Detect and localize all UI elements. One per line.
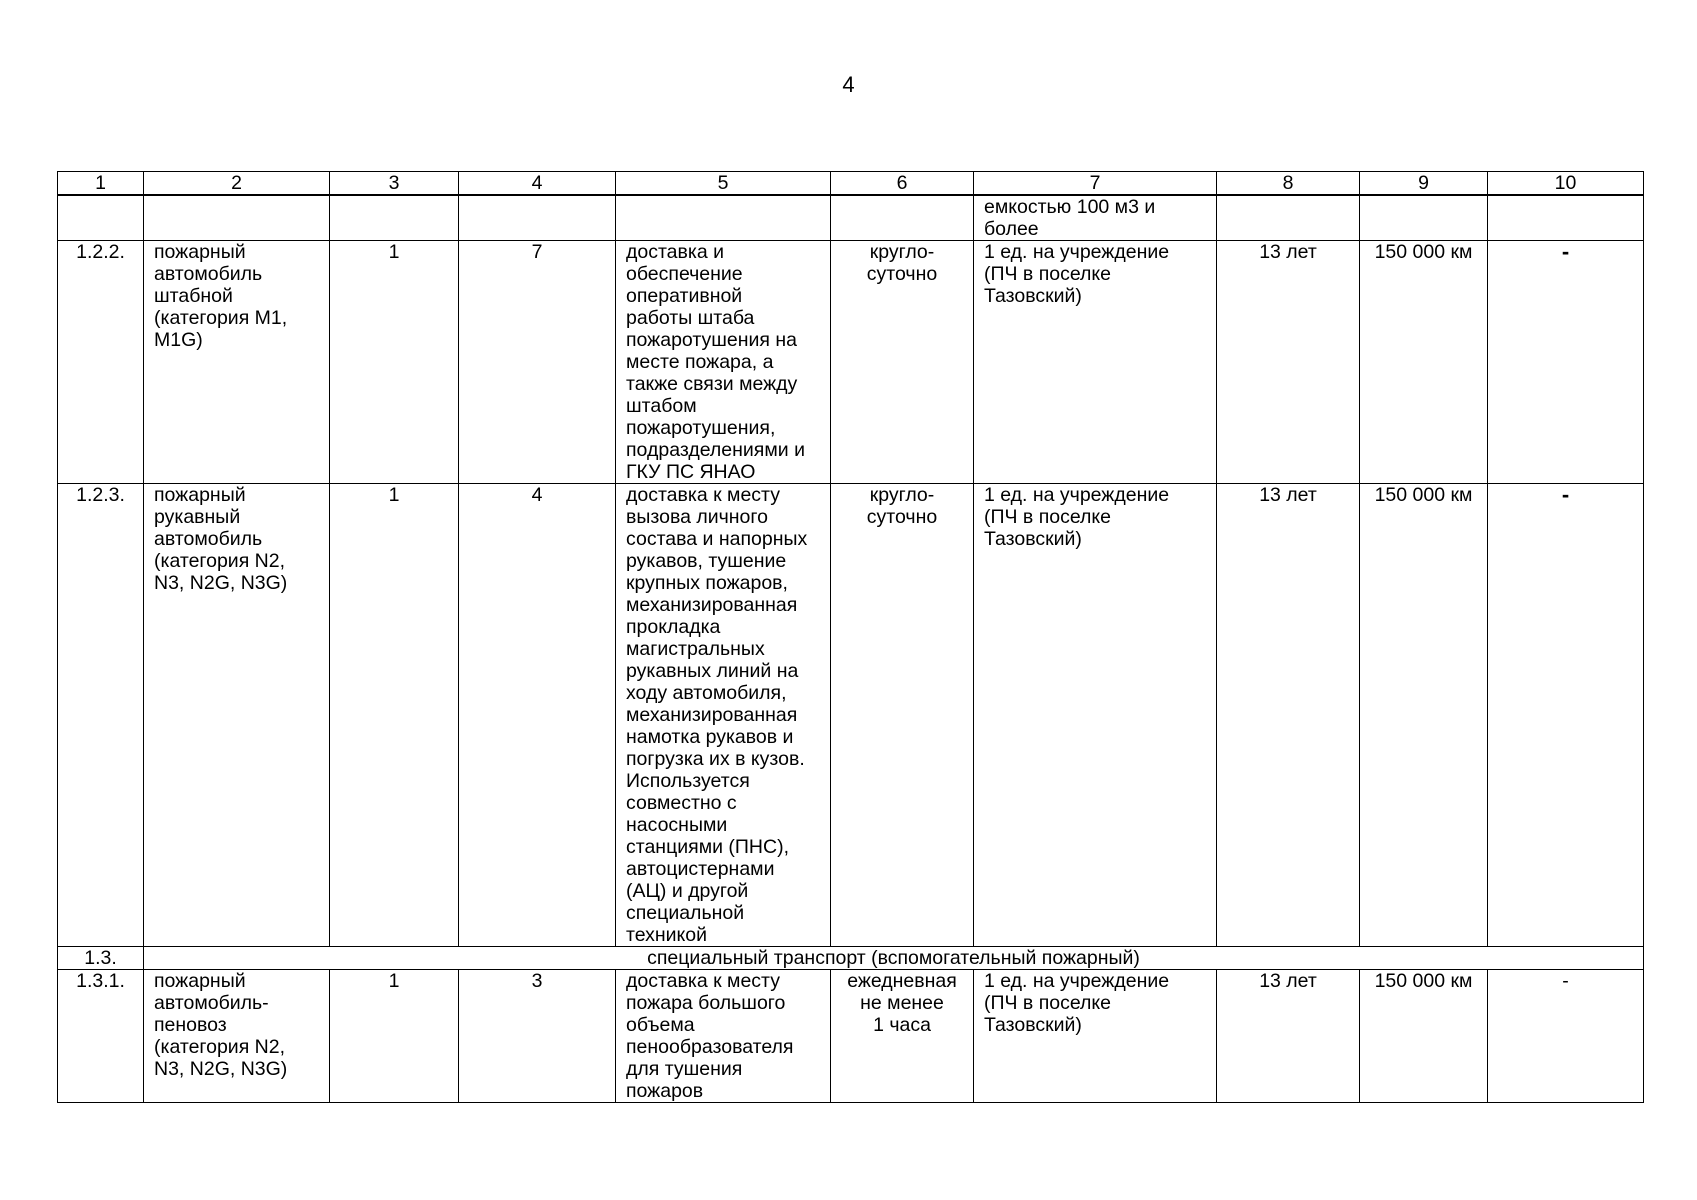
vehicle-name-cell: пожарный рукавный автомобиль (категория N2, N3, N2G, N3G) (144, 484, 330, 947)
header-cell: 8 (1217, 172, 1360, 196)
purpose-cell: доставка к месту пожара большого объема пенообразователя для тушения пожаров (616, 970, 831, 1103)
header-row (58, 172, 1644, 196)
table-cell (144, 195, 330, 241)
continuation-row (58, 195, 1644, 241)
header-cell: 2 (144, 172, 330, 196)
term-cell: 13 лет (1217, 484, 1360, 947)
table-cell (459, 195, 616, 241)
table-cell (831, 195, 974, 241)
column-10-cell: - (1488, 241, 1644, 484)
table-row (58, 241, 1644, 484)
header-cell: 6 (831, 172, 974, 196)
row-number-cell: 1.3.1. (58, 970, 144, 1103)
page-number: 4 (842, 72, 855, 97)
table-cell (1360, 195, 1488, 241)
mode-cell: ежедневная не менее 1 часа (831, 970, 974, 1103)
vehicle-name-cell: пожарный автомобиль- пеновоз (категория N2, N3, N2G, N3G) (144, 970, 330, 1103)
vehicle-table (57, 171, 1644, 1103)
purpose-cell: доставка и обеспечение оперативной работы штаба пожаротушения на месте пожара, а также связи между штабом пожаротушения, подразделениями и ГКУ ПС ЯНАО (616, 241, 831, 484)
quantity-cell: 1 (330, 484, 459, 947)
table-cell (1488, 195, 1644, 241)
norm-cell: 1 ед. на учреждение (ПЧ в поселке Тазовский) (974, 970, 1217, 1103)
column-4-cell: 4 (459, 484, 616, 947)
table-cell (616, 195, 831, 241)
column-4-cell: 7 (459, 241, 616, 484)
norm-cell: 1 ед. на учреждение (ПЧ в поселке Тазовский) (974, 484, 1217, 947)
norm-cell: 1 ед. на учреждение (ПЧ в поселке Тазовский) (974, 241, 1217, 484)
header-cell: 3 (330, 172, 459, 196)
term-cell: 13 лет (1217, 241, 1360, 484)
mileage-cell: 150 000 км (1360, 241, 1488, 484)
column-10-cell: - (1488, 970, 1644, 1103)
mode-cell: кругло- суточно (831, 484, 974, 947)
row-number-cell: 1.2.2. (58, 241, 144, 484)
mode-cell: кругло- суточно (831, 241, 974, 484)
mileage-cell: 150 000 км (1360, 970, 1488, 1103)
table-cell (330, 195, 459, 241)
purpose-cell: доставка к месту вызова личного состава и напорных рукавов, тушение крупных пожаров, механизированная прокладка магистральных рукавных линий на ходу автомобиля, механизированная намотка рукавов и погрузка их в кузов. Используется совместно с насосными станциями (ПНС), автоцистернами (АЦ) и другой специальной техникой (616, 484, 831, 947)
table-cell (1217, 195, 1360, 241)
header-cell: 4 (459, 172, 616, 196)
quantity-cell: 1 (330, 970, 459, 1103)
header-cell: 7 (974, 172, 1217, 196)
header-cell: 9 (1360, 172, 1488, 196)
section-title-cell: специальный транспорт (вспомогательный пожарный) (144, 947, 1644, 970)
term-cell: 13 лет (1217, 970, 1360, 1103)
header-cell: 5 (616, 172, 831, 196)
section-row (58, 947, 1644, 970)
column-4-cell: 3 (459, 970, 616, 1103)
header-cell: 1 (58, 172, 144, 196)
table-row (58, 484, 1644, 947)
header-cell: 10 (1488, 172, 1644, 196)
table-row (58, 970, 1644, 1103)
mileage-cell: 150 000 км (1360, 484, 1488, 947)
norm-cell: емкостью 100 м3 и более (974, 195, 1217, 241)
quantity-cell: 1 (330, 241, 459, 484)
column-10-cell: - (1488, 484, 1644, 947)
table-cell (58, 195, 144, 241)
section-number-cell: 1.3. (58, 947, 144, 970)
row-number-cell: 1.2.3. (58, 484, 144, 947)
vehicle-name-cell: пожарный автомобиль штабной (категория М1, M1G) (144, 241, 330, 484)
